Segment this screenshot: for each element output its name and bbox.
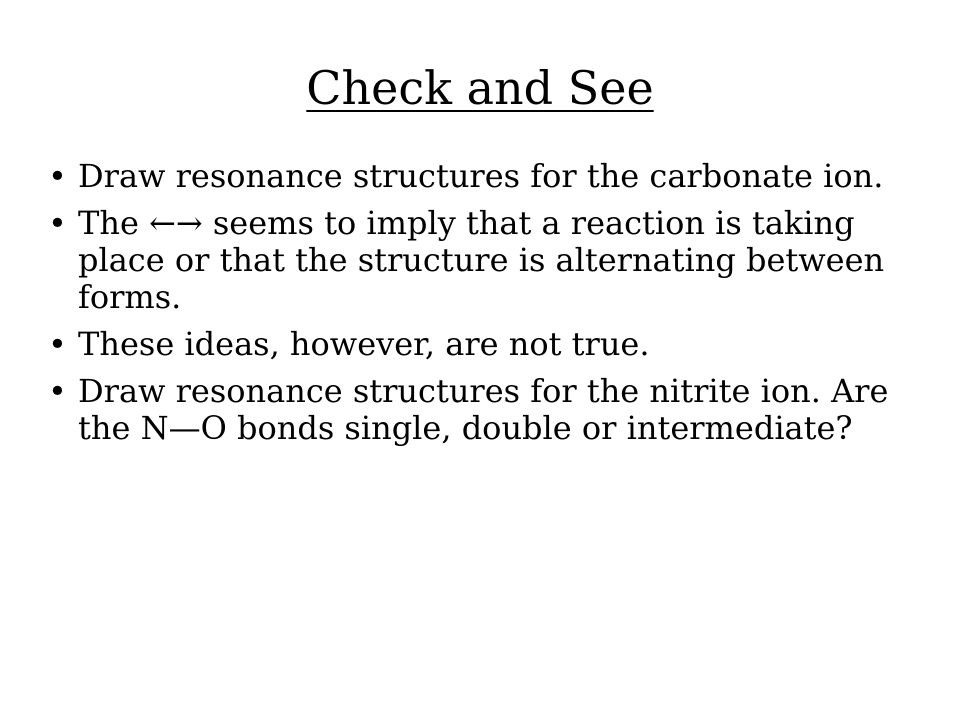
bullet-item-resonance-arrow: [48, 205, 908, 316]
bullet-text: The ←→ seems to imply that a reaction is taking place or that the structure is alternating between forms.: [78, 204, 885, 316]
slide-title: Check and See: [306, 61, 654, 115]
bullet-icon: •: [48, 204, 67, 242]
bullet-text: Draw resonance structures for the carbonate ion.: [78, 157, 884, 195]
bullet-icon: •: [48, 157, 67, 195]
bullet-icon: •: [48, 372, 67, 410]
bullet-text: Draw resonance structures for the nitrite ion. Are the N—O bonds single, double or intermediate?: [78, 372, 889, 447]
bullet-item-not-true: [48, 326, 908, 363]
bullet-text: These ideas, however, are not true.: [78, 325, 650, 363]
bullet-icon: •: [48, 325, 67, 363]
bullet-list: [48, 158, 908, 457]
bullet-item-carbonate: [48, 158, 908, 195]
bullet-item-nitrite: [48, 373, 908, 447]
